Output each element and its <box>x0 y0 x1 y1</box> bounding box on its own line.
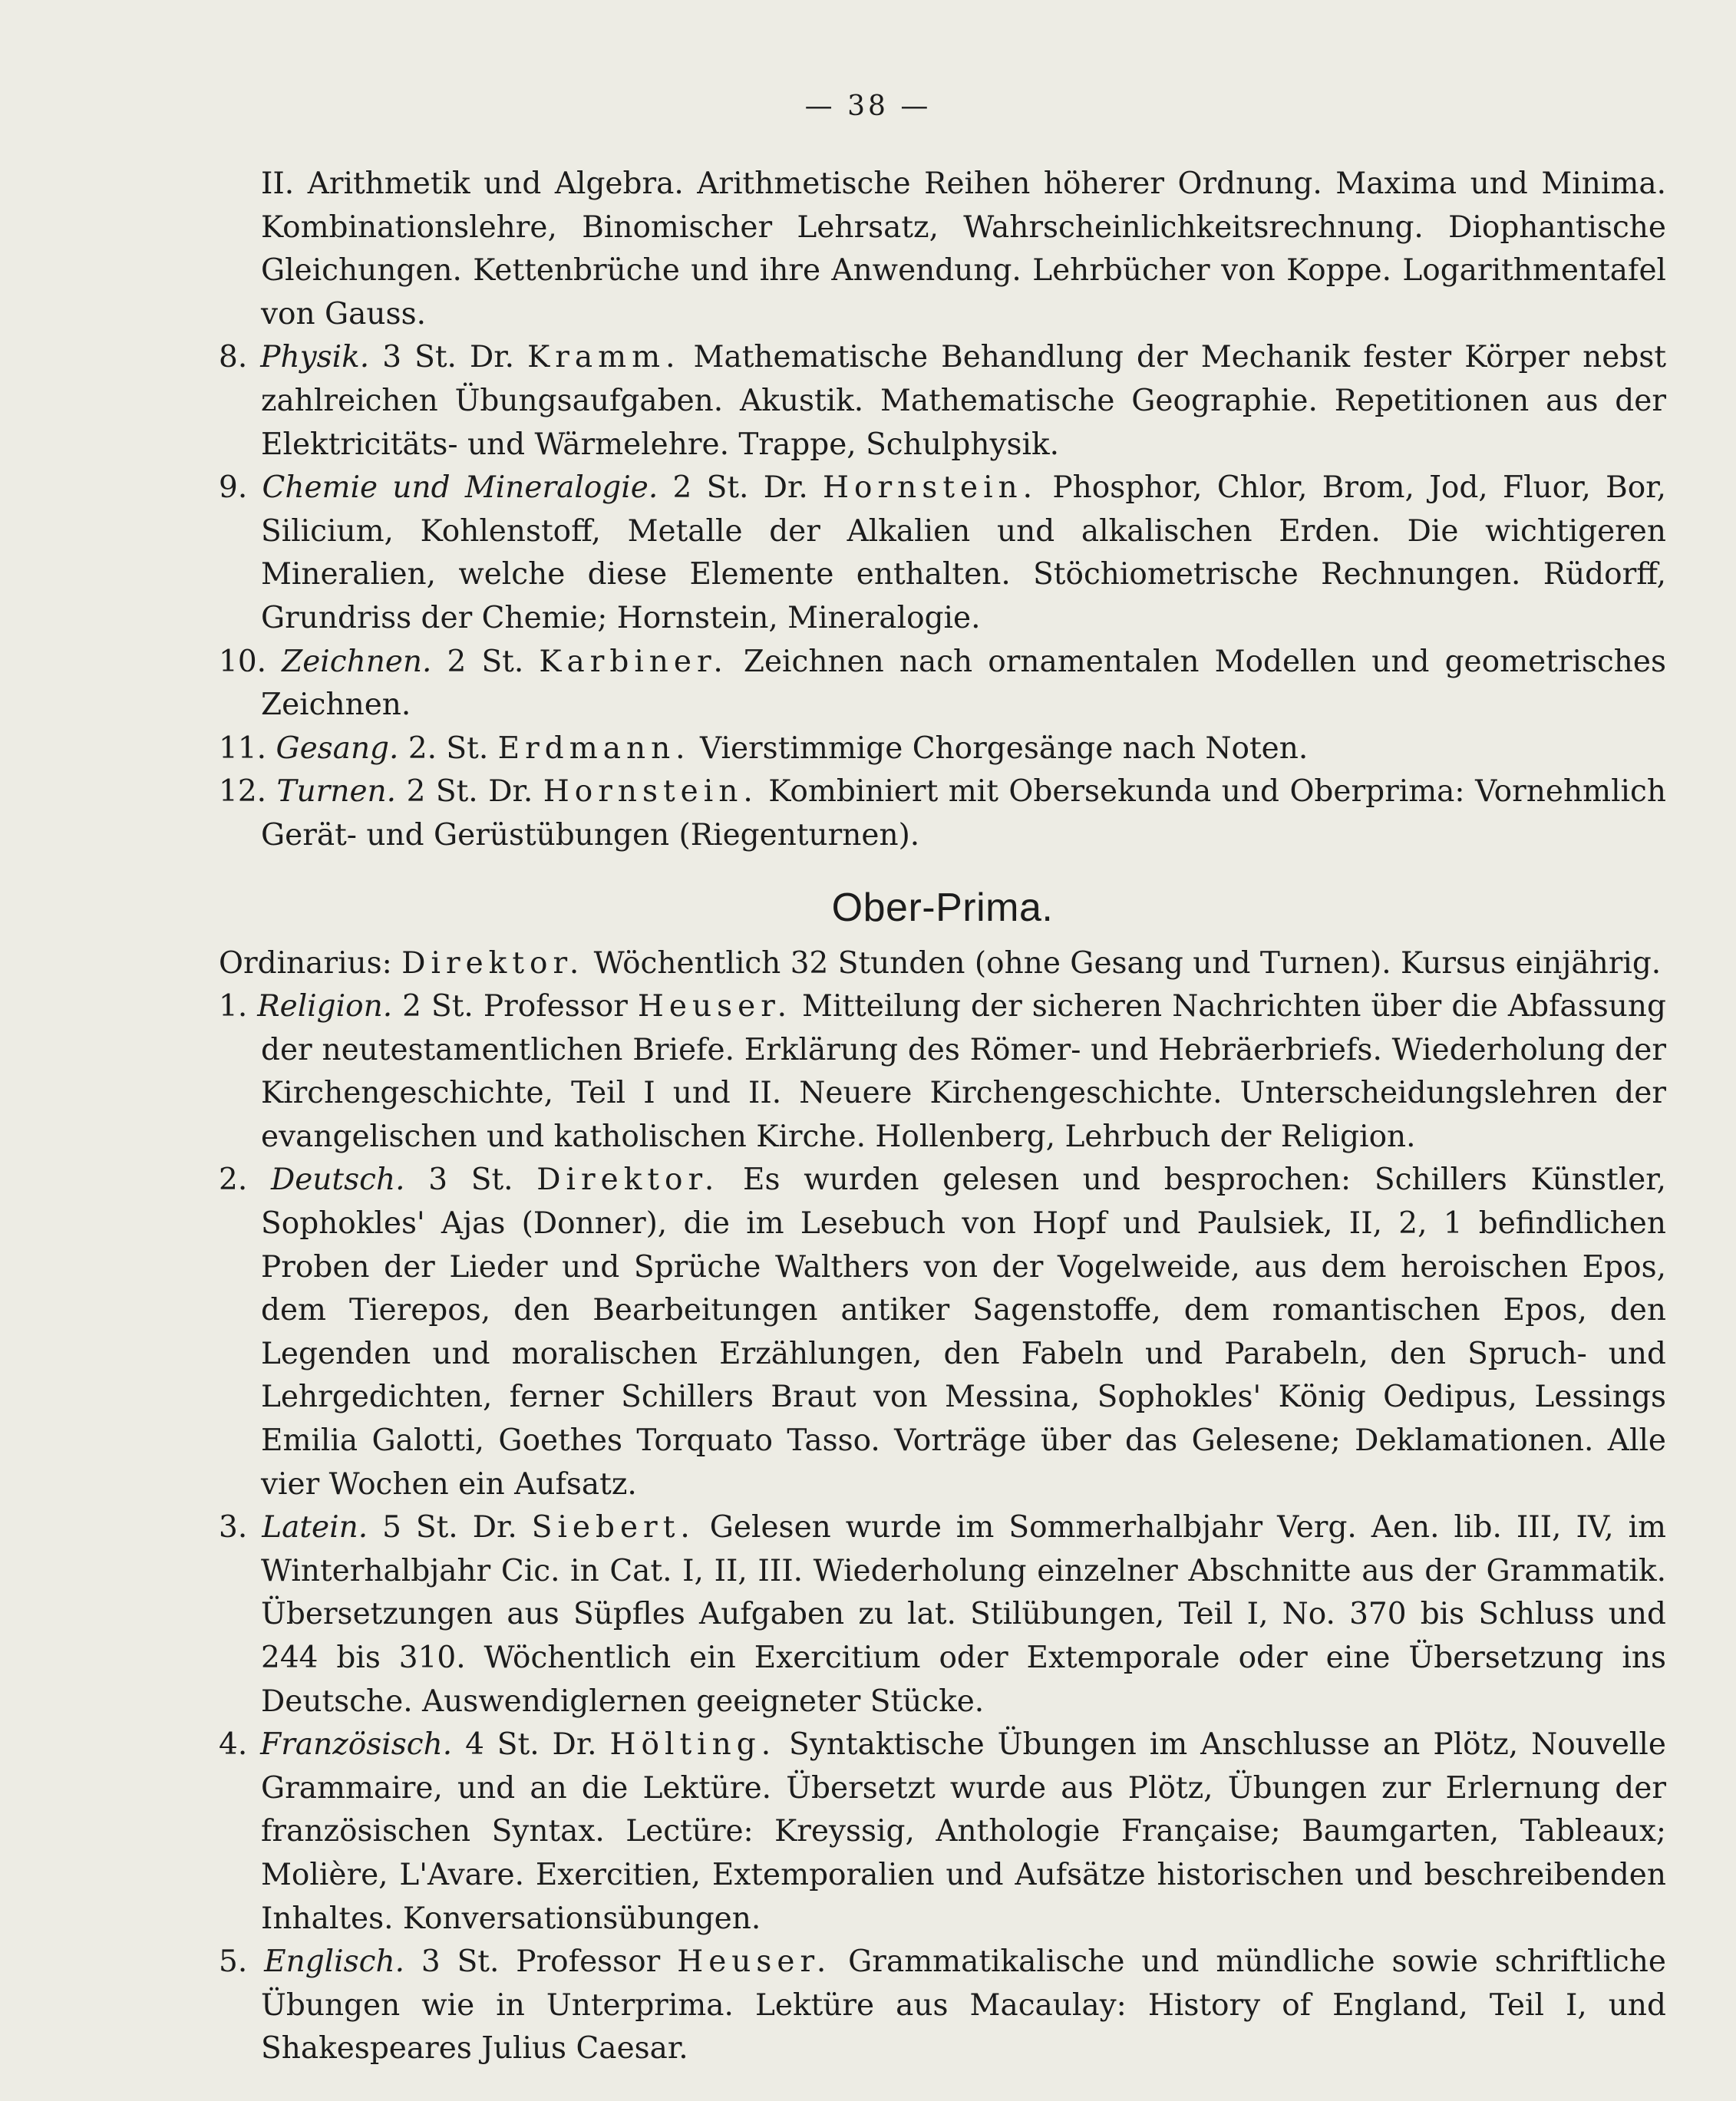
entry-number: 4. <box>219 1727 248 1763</box>
subject-entry-englisch <box>219 1941 1666 2071</box>
arithmetic-paragraph: II. Arithmetik und Algebra. Arithmetische Reihen höherer Ordnung. Maxima und Minima. Kombinationslehre, Binomischer Lehrsatz, Wahrscheinlichkeitsrechnung. Diophantische Gleichungen. Kettenbrüche und ihre Anwendung. Lehrbücher von Koppe. Logarithmentafel von Gauss. <box>261 167 1666 331</box>
subject-entry-turnen <box>219 770 1666 857</box>
subject-name: Latein. <box>262 1510 368 1545</box>
entry-text: Kombiniert mit Obersekunda und Oberprima: Vornehmlich Gerät- und Gerüstübungen (Riegenturnen). <box>261 774 1666 853</box>
entry-text: Vierstimmige Chorgesänge nach Noten. <box>700 731 1309 766</box>
teacher-name: Hornstein. <box>823 470 1038 506</box>
hours: 3 St. <box>428 1163 513 1198</box>
subject-entry-chemie <box>219 467 1666 640</box>
entry-text: Mathematische Behandlung der Mechanik fester Körper nebst zahlreichen Übungsaufgaben. Akustik. Mathematische Geographie. Repetitionen aus der Elektricitäts- und Wärmelehre. Trappe, Schulphysik. <box>261 340 1667 462</box>
entry-number: 12. <box>219 774 267 810</box>
entry-number: 3. <box>219 1510 248 1545</box>
subject-name: Chemie und Mineralogie. <box>262 470 658 506</box>
teacher-name: Heuser. <box>677 1944 832 1980</box>
ordinarius-text: Wöchentlich 32 Stunden (ohne Gesang und Turnen). Kursus einjährig. <box>593 945 1662 981</box>
subject-entry-franzoesisch <box>219 1723 1666 1941</box>
entry-text: Grammatikalische und mündliche sowie schriftliche Übungen wie in Unterprima. Lektüre aus Macaulay: History of England, Teil I, und Shakespeares Julius Caesar. <box>261 1944 1666 2066</box>
entry-number: 8. <box>219 340 248 375</box>
entry-text: Phosphor, Chlor, Brom, Jod, Fluor, Bor, Silicium, Kohlenstoff, Metalle der Alkalien und alkalischen Erden. Die wichtigeren Mineralien, welche diese Elemente enthalten. Stöchiometrische Rechnungen. Rüdorff, Grundriss der Chemie; Hornstein, Mineralogie. <box>261 470 1667 635</box>
teacher-name: Hölting. <box>609 1727 777 1763</box>
teacher-name: Karbiner. <box>539 644 728 679</box>
ordinarius-label: Ordinarius: <box>219 945 392 981</box>
entry-text: Gelesen wurde im Sommerhalbjahr Verg. Aen. lib. III, IV, im Winterhalbjahr Cic. in Cat. I, II, III. Wiederholung einzelner Abschnitte aus der Grammatik. Übersetzungen aus Süpfles Aufgaben zu lat. Stilübungen, Teil I, No. 370 bis Schluss und 244 bis 310. Wöchentlich ein Exercitium oder Extemporale oder eine Übersetzung ins Deutsche. Auswendiglernen geeigneter Stücke. <box>261 1510 1667 1719</box>
teacher-title: Professor <box>516 1944 661 1980</box>
hours: 2 St. <box>672 470 749 506</box>
subject-entry-latein <box>219 1506 1666 1723</box>
teacher-title: Dr. <box>763 470 808 506</box>
hours: 3 St. <box>421 1944 500 1980</box>
subject-entry-religion <box>219 985 1666 1159</box>
subject-name: Physik. <box>260 340 370 375</box>
entry-number: 9. <box>219 470 248 506</box>
section-heading-ober-prima: Ober-Prima. <box>831 885 1054 930</box>
teacher-title: Dr. <box>488 774 533 810</box>
entry-number: 11. <box>219 731 267 766</box>
teacher-title: Professor <box>483 989 628 1024</box>
subject-entry-physik <box>219 336 1666 467</box>
entry-number: 1. <box>219 989 248 1024</box>
subject-name: Deutsch. <box>270 1163 405 1198</box>
hours: 3 St. <box>382 340 457 375</box>
entry-text: Zeichnen nach ornamentalen Modellen und geometrisches Zeichnen. <box>261 644 1667 723</box>
teacher-title: Dr. <box>472 1510 517 1545</box>
teacher-name: Hornstein. <box>543 774 758 810</box>
entry-number: 10. <box>219 644 267 679</box>
subject-entry-zeichnen <box>219 641 1666 727</box>
hours: 2 St. <box>402 989 474 1024</box>
teacher-name: Siebert. <box>531 1510 695 1545</box>
ordinarius-line <box>219 942 1666 986</box>
hours: 2 St. <box>406 774 478 810</box>
teacher-name: Direktor. <box>536 1163 720 1198</box>
subject-entry-gesang <box>219 727 1666 771</box>
teacher-name: Erdmann. <box>497 731 691 766</box>
page-body <box>219 163 1666 2071</box>
subject-name: Englisch. <box>264 1944 404 1980</box>
subject-name: Französisch. <box>260 1727 453 1763</box>
entry-text: Mitteilung der sicheren Nachrichten über die Abfassung der neutestamentlichen Briefe. Erklärung des Römer- und Hebräerbriefs. Wiederholung der Kirchengeschichte, Teil I und II. Neuere Kirchengeschichte. Unterscheidungslehren der evangelischen und katholischen Kirche. Hollenberg, Lehrbuch der Religion. <box>261 989 1666 1154</box>
subject-name: Zeichnen. <box>282 644 432 679</box>
page-number: — 38 — <box>804 91 932 122</box>
hours: 4 St. <box>465 1727 540 1763</box>
teacher-name: Heuser. <box>637 989 792 1024</box>
entry-text: Es wurden gelesen und besprochen: Schillers Künstler, Sophokles' Ajas (Donner), die im Lesebuch von Hopf und Paulsiek, II, 2, 1 befindlichen Proben der Lieder und Sprüche Walthers von der Vogelweide, aus dem heroischen Epos, dem Tierepos, den Bearbeitungen antiker Sagenstoffe, dem romantischen Epos, den Legenden und moralischen Erzählungen, den Fabeln und Parabeln, den Spruch- und Lehrgedichten, ferner Schillers Braut von Messina, Sophokles' König Oedipus, Lessings Emilia Galotti, Goethes Torquato Tasso. Vorträge über das Gelesene; Deklamationen. Alle vier Wochen ein Aufsatz. <box>261 1163 1666 1502</box>
hours: 5 St. <box>382 1510 458 1545</box>
entry-number: 2. <box>219 1163 248 1198</box>
entry-number: 5. <box>219 1944 248 1980</box>
subject-name: Gesang. <box>276 731 399 766</box>
hours: 2 St. <box>447 644 524 679</box>
subject-entry-deutsch <box>219 1159 1666 1506</box>
ordinarius-name: Direktor. <box>401 945 585 981</box>
hours: 2. St. <box>408 731 489 766</box>
teacher-name: Kramm. <box>527 340 681 375</box>
subject-name: Turnen. <box>276 774 397 810</box>
subject-name: Religion. <box>257 989 393 1024</box>
teacher-title: Dr. <box>552 1727 597 1763</box>
entry-text: Syntaktische Übungen im Anschlusse an Plötz, Nouvelle Grammaire, und an die Lektüre. Übersetzt wurde aus Plötz, Übungen zur Erlernung der französischen Syntax. Lectüre: Kreyssig, Anthologie Française; Baumgarten, Tableaux; Molière, L'Avare. Exercitien, Extemporalien und Aufsätze historischen und beschreibenden Inhaltes. Konversationsübungen. <box>261 1727 1666 1936</box>
teacher-title: Dr. <box>469 340 515 375</box>
